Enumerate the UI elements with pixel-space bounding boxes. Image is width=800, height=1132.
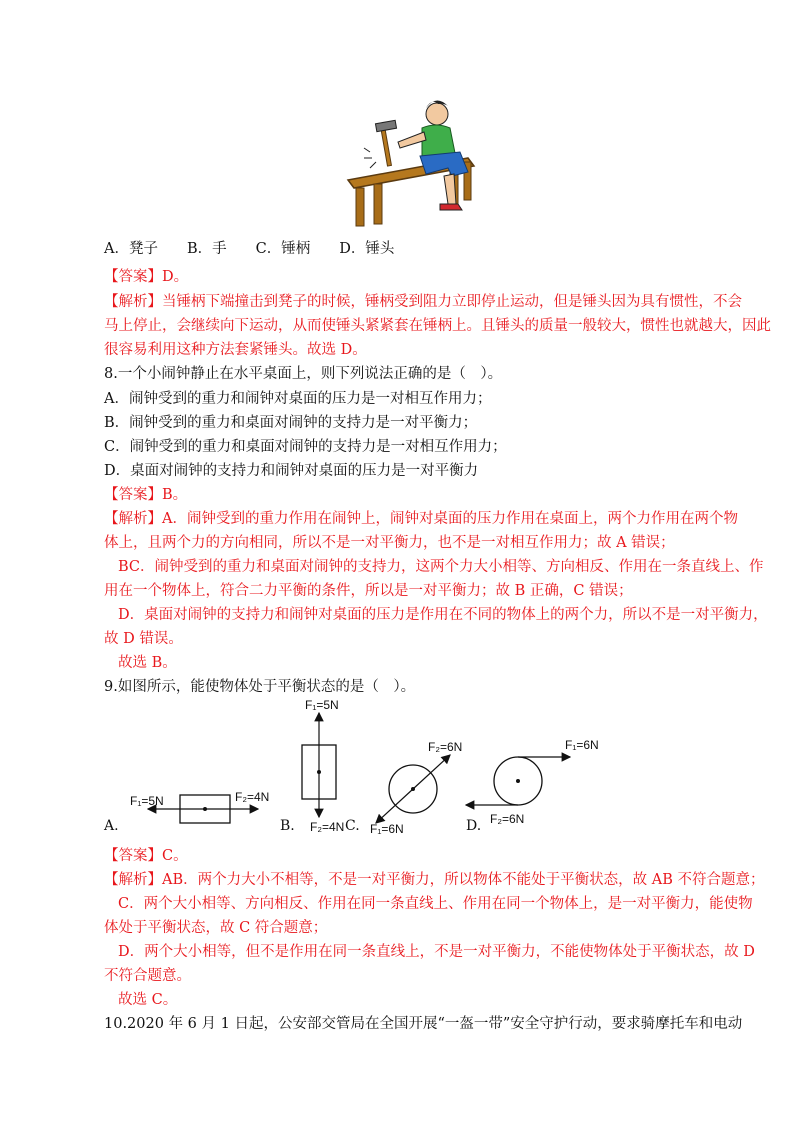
q9-analysis-line: 故选 C。 [118, 992, 178, 1008]
q8-analysis-line: 故 D 错误。 [104, 631, 183, 647]
q8-analysis-line: BC．闹钟受到的重力和桌面对闹钟的支持力，这两个力大小相等、方向相反、作用在一条直线上、作 [118, 559, 764, 575]
q8-option: A．闹钟受到的重力和闹钟对桌面的压力是一对相互作用力； [104, 391, 492, 407]
svg-text:F₁=6N: F₁=6N [370, 822, 404, 835]
q8-analysis-line: D．桌面对闹钟的支持力和闹钟对桌面的压力是作用在不同的物体上的两个力，所以不是一对平衡力， [118, 607, 768, 623]
q8-option: D．桌面对闹钟的支持力和闹钟对桌面的压力是一对平衡力 [104, 463, 479, 479]
q9-analysis-line: D．两个大小相等，但不是作用在同一条直线上，不是一对平衡力，不能使物体处于平衡状态，故 D [118, 944, 755, 960]
q7-options: A．凳子 B．手 C．锤柄 D．锤头 [104, 241, 395, 257]
svg-text:F₂=4N: F₂=4N [235, 790, 270, 804]
q9-analysis-line: C．两个大小相等、方向相反、作用在同一条直线上、作用在同一个物体上，是一对平衡力，能使物 [118, 896, 753, 912]
q7-analysis-line: 马上停止，会继续向下运动，从而使锤头紧紧套在锤柄上。且锤头的质量一般较大，惯性也就越大，因此 [104, 318, 771, 334]
svg-text:F₂=6N: F₂=6N [490, 812, 525, 826]
q9-analysis-line: 体处于平衡状态，故 C 符合题意； [104, 920, 328, 936]
q7-analysis-line: 很容易利用这种方法套紧锤头。故选 D。 [104, 342, 367, 358]
q9-analysis-line: 【解析】AB．两个力大小不相等，不是一对平衡力，所以物体不能处于平衡状态，故 AB 不符合题意； [104, 872, 765, 888]
q9-stem: 9.如图所示，能使物体处于平衡状态的是（ ）。 [104, 679, 416, 695]
svg-text:F₁=6N: F₁=6N [565, 738, 599, 752]
diagram-a [130, 790, 269, 823]
q9-analysis-line: 不符合题意。 [104, 968, 191, 984]
q9-force-diagrams [100, 695, 700, 835]
q9-option-c-label: C. [345, 818, 360, 834]
q10-stem: 10.2020 年 6 月 1 日起，公安部交管局在全国开展“一盔一带”安全守护行动，要求骑摩托车和电动 [104, 1016, 743, 1032]
q8-option: C．闹钟受到的重力和桌面对闹钟的支持力是一对相互作用力； [104, 439, 507, 455]
q8-answer: 【答案】B。 [104, 487, 188, 503]
diagram-b [302, 698, 344, 834]
q8-stem: 8.一个小闹钟静止在水平桌面上，则下列说法正确的是（ ）。 [104, 366, 503, 382]
diagram-d [466, 738, 599, 826]
diagram-c [370, 740, 462, 835]
q9-option-b-label: B. [280, 818, 295, 834]
svg-text:F₂=4N: F₂=4N [310, 820, 345, 834]
q8-analysis-line: 体上，且两个力的方向相同，所以不是一对平衡力，也不是一对相互作用力；故 A 错误； [104, 535, 675, 551]
q7-analysis-line: 【解析】当锤柄下端撞击到凳子的时候，锤柄受到阻力立即停止运动，但是锤头因为具有惯性，不会 [104, 294, 742, 310]
q9-answer: 【答案】C。 [104, 848, 188, 864]
svg-text:F₁=5N: F₁=5N [130, 794, 164, 808]
q9-option-a-label: A. [104, 818, 119, 834]
q8-option: B．闹钟受到的重力和桌面对闹钟的支持力是一对平衡力； [104, 415, 478, 431]
q8-analysis-line: 故选 B。 [118, 655, 177, 671]
q7-answer: 【答案】D。 [104, 269, 189, 285]
q8-analysis-line: 【解析】A．闹钟受到的重力作用在闹钟上，闹钟对桌面的压力作用在桌面上，两个力作用在两个物 [104, 511, 738, 527]
hammer-illustration [340, 92, 480, 232]
q8-analysis-line: 用在一个物体上，符合二力平衡的条件，所以是一对平衡力；故 B 正确，C 错误； [104, 583, 633, 599]
q9-option-d-label: D. [466, 818, 482, 834]
svg-text:F₁=5N: F₁=5N [305, 698, 339, 712]
svg-text:F₂=6N: F₂=6N [428, 740, 463, 754]
